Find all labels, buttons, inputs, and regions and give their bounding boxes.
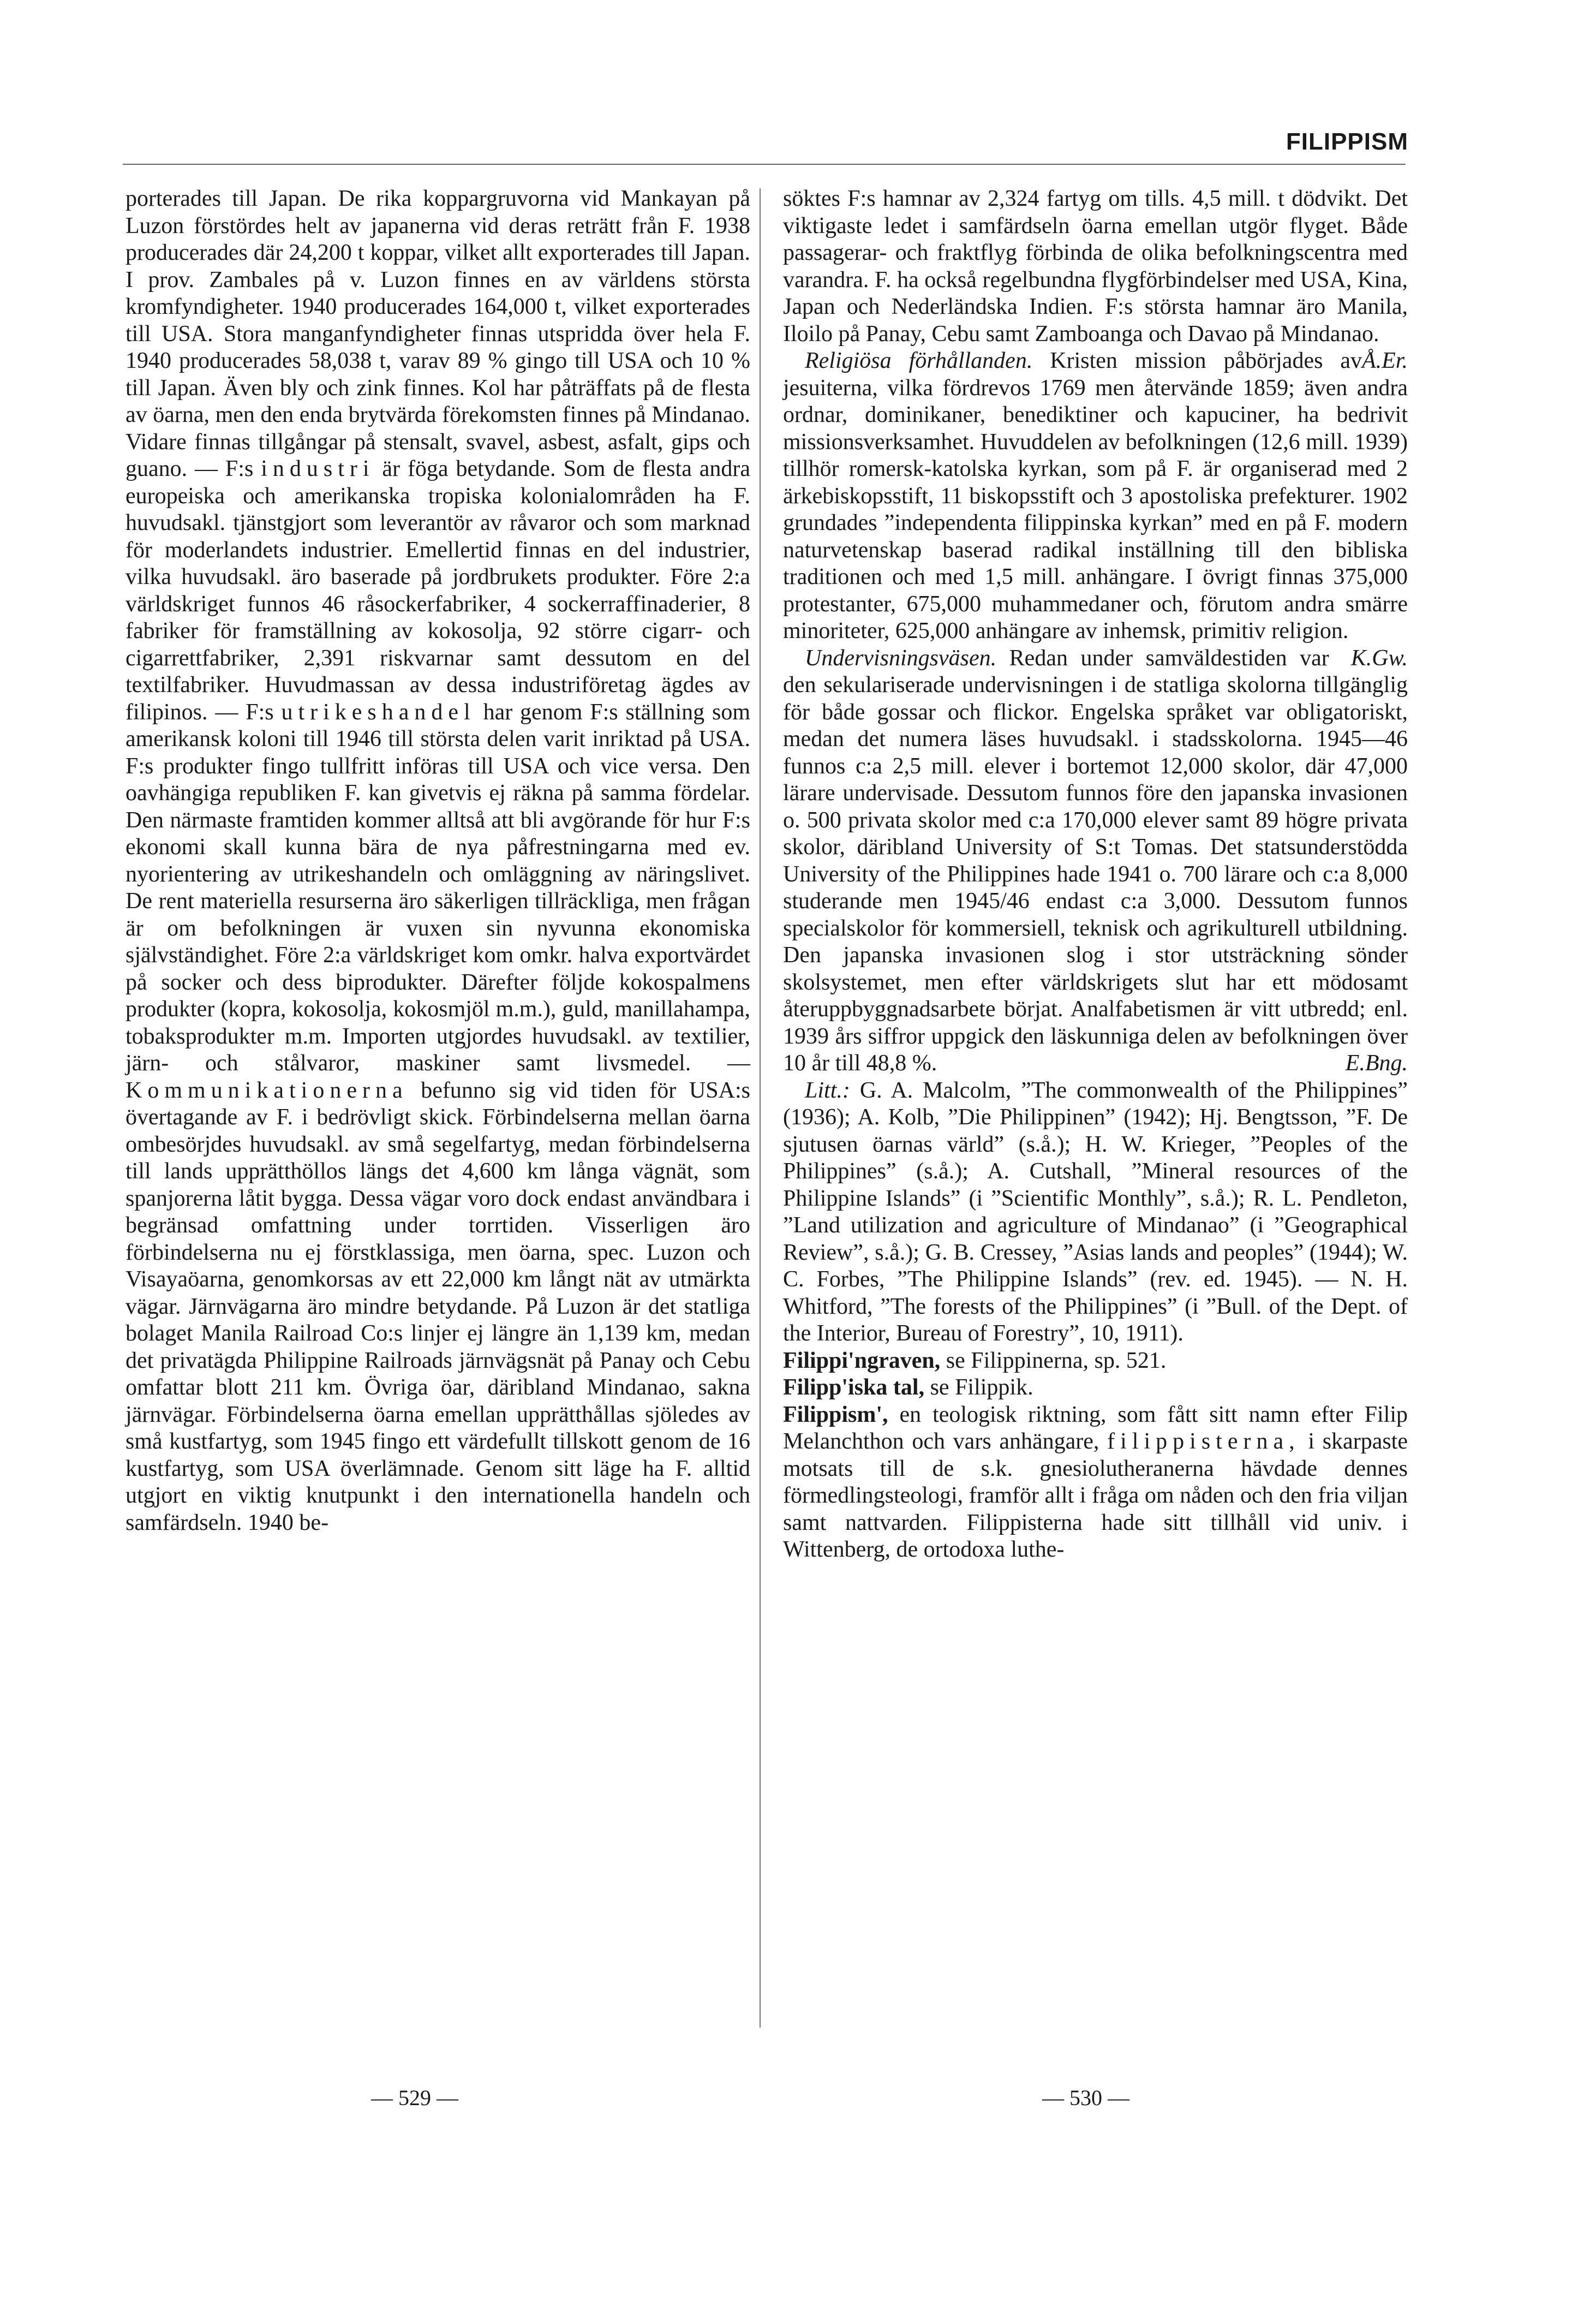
entry-filippiska-tal (783, 1374, 1408, 1402)
entry-filippingraven (783, 1348, 1408, 1375)
section-heading: Religiösa förhållanden. (805, 348, 1033, 373)
entry-headword: Filippism', (783, 1402, 888, 1427)
entry-filippism (783, 1402, 1408, 1564)
right-paragraph-literature (783, 1077, 1408, 1348)
entry-headword: Filipp'iska tal, (783, 1375, 925, 1400)
text-run: Redan under samväldestiden var den sekulariserade undervisningen i de statliga skolorna tillgänglig för både gossar och flickor. Engelska språket var obligatoriskt, medan det numera läses huvudsakl. i stadsskolorna. 1945—46 funnos c:a 2,5 mill. elever i bortemot 12,000 skolor, där 47,000 lärare undervisade. Dessutom funnos före den japanska invasionen o. 500 privata skolor med c:a 170,000 elever samt 89 högre privata skolor, däribland University of S:t Tomas. Det statsunderstödda University of the Philippines hade 1941 o. 700 lärare och c:a 8,000 studerande men 1945/46 endast c:a 3,000. Dessutom funnos specialskolor för kommersiell, teknisk och agrikulturell utbildning. Den japanska invasionen slog i stor utsträckning sönder skolsystemet, men efter världskrigets slut har ett mödosamt återuppbyggnadsarbete börjat. Analfabetismen är vitt utbredd; enl. 1939 års siffror uppgick den läskunniga delen av befolkningen över 10 år till 48,8 %. (783, 645, 1408, 1076)
section-heading: Undervisningsväsen. (805, 645, 997, 671)
author-signature: Å.Er. (1362, 348, 1408, 373)
entry-headword: Filippi'ngraven, (783, 1348, 941, 1373)
column-divider (760, 188, 761, 2028)
spaced-keyword: utrikeshandel (281, 699, 476, 725)
text-run: är föga betydande. Som de flesta andra europeiska och amerikanska tropiska kolonialområden ha F. huvudsakl. tjänstgjort som leverantör av råvaror och som marknad för moderlandets industrier. Emellertid finnas en del industrier, vilka huvudsakl. äro baserade på jordbrukets produkter. Före 2:a världskriget funnos 46 råsockerfabriker, 4 sockerraffinaderier, 8 fabriker för framställning av kokosolja, 92 större cigarr- och cigarrettfabriker, 2,391 riskvarnar samt dessutom en del textilfabriker. Huvudmassan av dessa industriföretag ägdes av filipinos. — F:s (125, 456, 750, 725)
running-head: FILIPPISM (1286, 128, 1408, 155)
page-number-left: — 529 — (371, 2085, 458, 2110)
text-run: se Filippik. (930, 1375, 1033, 1400)
right-column (783, 186, 1408, 1564)
header-rule (123, 164, 1406, 165)
spaced-keyword: Kommunikationerna (125, 1077, 408, 1103)
text-run: har genom F:s ställning som amerikansk koloni till 1946 till största delen varit inriktad på USA. F:s produkter fingo tullfritt införas till USA och vice versa. Den oavhängiga republiken F. kan givetvis ej räkna på samma fördelar. Den närmaste framtiden kommer alltså att bli avgörande för hur F:s ekonomi skall kunna bära de nya påfrestningarna med ev. nyorientering av utrikeshandeln och omläggning av näringslivet. De rent materiella resurserna äro säkerligen tillräckliga, men frågan är om befolkningen är vuxen sin nyvunna ekonomiska självständighet. Före 2:a världskriget kom omkr. halva exportvärdet på socker och dess biprodukter. Därefter följde kokospalmens produkter (kopra, kokosolja, kokosmjöl m.m.), guld, manillahampa, tobaksprodukter m.m. Importen utgjordes huvudsakl. av textilier, järn- och stålvaror, maskiner samt livsmedel. — (125, 699, 750, 1076)
text-run: porterades till Japan. De rika koppargruvorna vid Mankayan på Luzon förstördes helt av japanerna vid deras reträtt från F. 1938 producerades där 24,200 t koppar, vilket allt exporterades till Japan. I prov. Zambales på v. Luzon finnes en av världens största kromfyndigheter. 1940 producerades 164,000 t, vilket exporterades till USA. Stora manganfyndigheter finnas utspridda över hela F. 1940 producerades 58,038 t, varav 89 % gingo till USA och 10 % till Japan. Även bly och zink finnes. Kol har påträffats på de flesta av öarna, men den enda brytvärda förekomsten finnes på Mindanao. Vidare finnas tillgångar på stensalt, svavel, asbest, asfalt, gips och guano. — F:s (125, 186, 750, 481)
right-paragraph-education (783, 645, 1408, 1077)
spaced-keyword: industri (261, 456, 375, 481)
text-run: G. A. Malcolm, ”The commonwealth of the Philippines” (1936); A. Kolb, ”Die Philippinen” (1942); Hj. Bengtsson, ”F. De sjutusen öarnas värld” (s.å.); H. W. Krieger, ”Peoples of the Philippines” (s.å.); A. Cutshall, ”Mineral resources of the Philippine Islands” (i ”Scientific Monthly”, s.å.); R. L. Pendleton, ”Land utilization and agriculture of Mindanao” (i ”Geographical Review”, s.å.); G. B. Cressey, ”Asias lands and peoples” (1944); W. C. Forbes, ”The Philippine Islands” (rev. ed. 1945). — N. H. Whitford, ”The forests of the Philippines” (i ”Bull. of the Dept. of the Interior, Bureau of Forestry”, 10, 1911). (783, 1077, 1408, 1346)
text-run: i skarpaste motsats till de s.k. gnesiolutheranerna hävdade dennes förmedlingsteologi, framför allt i fråga om nåden och den fria viljan samt nattvarden. Filippisterna hade sitt tillhåll vid univ. i Wittenberg, de ortodoxa luthe- (783, 1429, 1408, 1562)
author-signature: K.Gw. (1350, 645, 1408, 671)
left-paragraph (125, 186, 750, 1536)
text-run: en teologisk riktning, som fått sitt namn efter Filip Melanchthon och vars anhängare, (783, 1402, 1408, 1454)
left-column (125, 186, 750, 1536)
author-signature: E.Bng. (1345, 1051, 1408, 1076)
section-heading: Litt.: (805, 1077, 850, 1103)
text-run: söktes F:s hamnar av 2,324 fartyg om tills. 4,5 mill. t dödvikt. Det viktigaste ledet i samfärdseln öarna emellan utgör flyget. Både passagerar- och fraktflyg förbinda de olika befolkningscentra med varandra. F. ha också regelbundna flygförbindelser med USA, Kina, Japan och Nederländska Indien. F:s största hamnar äro Manila, Iloilo på Panay, Cebu samt Zamboanga och Davao på Mindanao. (783, 186, 1408, 347)
page-number-right: — 530 — (1042, 2085, 1129, 2110)
text-run: Kristen mission påbörjades av jesuiterna, vilka fördrevos 1769 men återvände 1859; även andra ordnar, dominikaner, benediktiner och kapuciner, ha bedrivit missionsverksamhet. Huvuddelen av befolkningen (12,6 mill. 1939) tillhör romersk-katolska kyrkan, som på F. är organiserad med 2 ärkebiskopsstift, 11 biskopsstift och 3 apostoliska prefekturer. 1902 grundades ”independenta filippinska kyrkan” med en på F. modern naturvetenskap baserad radikal inställning till den bibliska traditionen och med 1,5 mill. anhängare. I övrigt finnas 375,000 protestanter, 675,000 muhammedaner och, förutom andra smärre minoriteter, 625,000 anhängare av inhemsk, primitiv religion. (783, 348, 1408, 643)
spaced-keyword: filippisterna, (1107, 1429, 1300, 1454)
text-run: se Filippinerna, sp. 521. (946, 1348, 1167, 1373)
text-run: befunno sig vid tiden för USA:s övertagande av F. i bedrövligt skick. Förbindelserna mellan öarna ombesörjdes huvudsakl. av små segelfartyg, medan förbindelserna till lands upprätthöllos längs det 4,600 km långa vägnät, som spanjorerna låtit bygga. Dessa vägar voro dock endast användbara i begränsad omfattning under torrtiden. Visserligen äro förbindelserna nu ej förstklassiga, men öarna, spec. Luzon och Visayaöarna, genomkorsas av ett 22,000 km långt nät av utmärkta vägar. Järnvägarna äro mindre betydande. På Luzon är det statliga bolaget Manila Railroad Co:s linjer ej längre än 1,139 km, medan det privatägda Philippine Railroads järnvägsnät på Panay och Cebu omfattar blott 211 km. Övriga öar, däribland Mindanao, sakna järnvägar. Förbindelserna öarna emellan upprätthållas sjöledes av små kustfartyg, som 1945 fingo ett värdefullt tillskott genom de 16 kustfartyg, som USA överlämnade. Genom sitt läge ha F. alltid utgjort en viktig knutpunkt i den internationella handeln och samfärdseln. 1940 be- (125, 1077, 751, 1535)
